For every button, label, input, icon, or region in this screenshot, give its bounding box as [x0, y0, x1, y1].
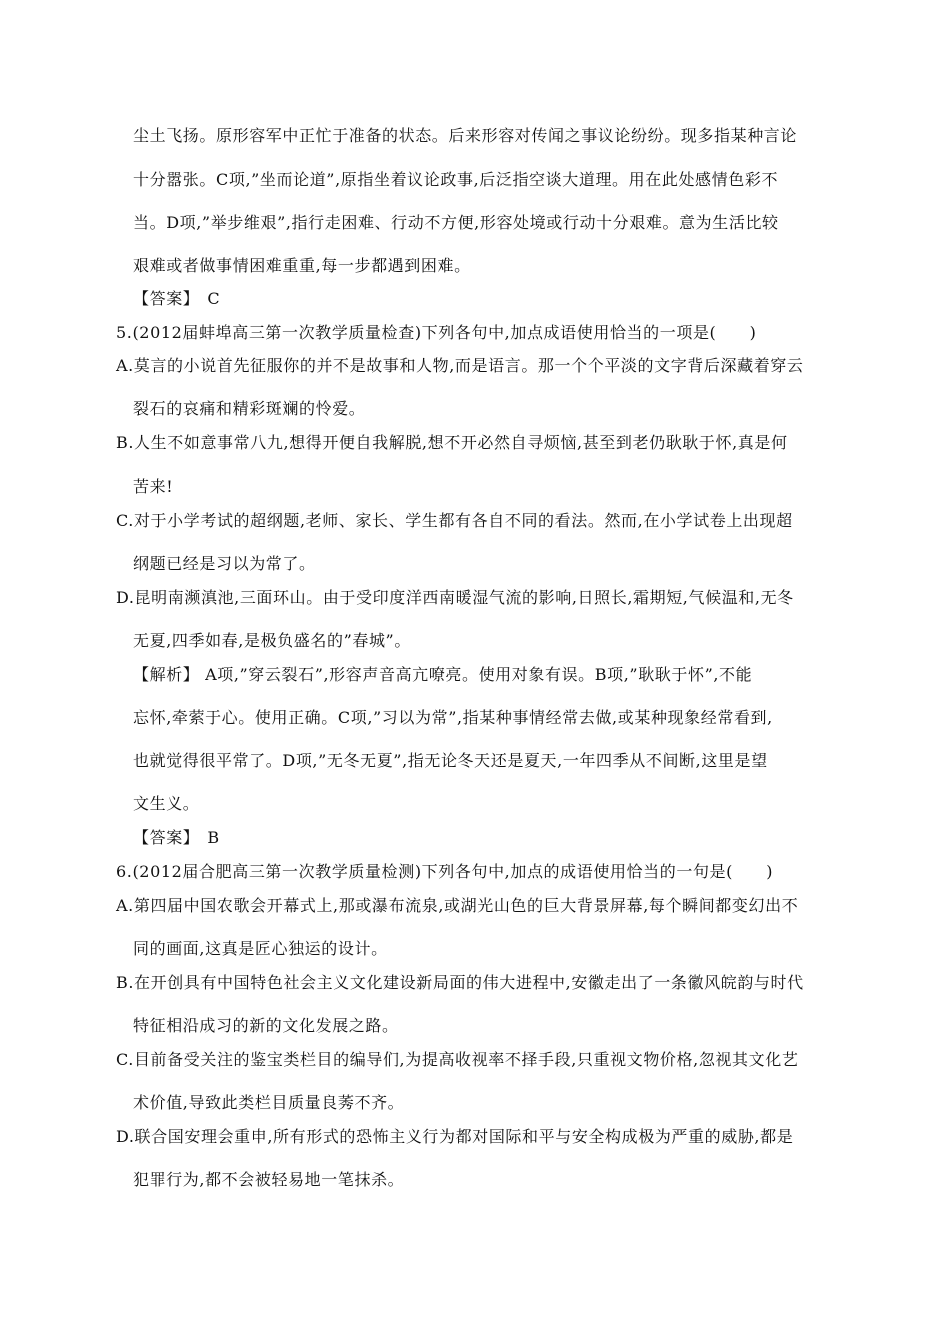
question-5-option-b: B.人生不如意事常八九,想得开便自我解脱,想不开必然自寻烦恼,甚至到老仍耿耿于怀,真是何: [116, 433, 788, 452]
answer-value: B: [207, 828, 220, 847]
question-6-option-c-cont: 术价值,导致此类栏目质量良莠不齐。: [133, 1093, 405, 1112]
question-6-option-a: A.第四届中国农歌会开幕式上,那或瀑布流泉,或湖光山色的巨大背景屏幕,每个瞬间都变幻出不: [116, 896, 799, 915]
question-6-option-b-cont: 特征相沿成习的新的文化发展之路。: [133, 1016, 399, 1035]
question-5-option-a: A.莫言的小说首先征服你的并不是故事和人物,而是语言。那一个个平淡的文字背后深藏着穿云: [116, 356, 804, 375]
passage-line: 艰难或者做事情困难重重,每一步都遇到困难。: [133, 256, 471, 275]
explanation-line: 【解析】 A项,”穿云裂石”,形容声音高亢嘹亮。使用对象有误。B项,”耿耿于怀”,不能: [133, 665, 753, 684]
passage-line: 尘土飞扬。原形容军中正忙于准备的状态。后来形容对传闻之事议论纷纷。现多指某种言论: [133, 126, 798, 145]
explanation-line: 忘怀,牵萦于心。使用正确。C项,”习以为常”,指某种事情经常去做,或某种现象经常看到,: [133, 708, 773, 727]
answer-tag: 【答案】: [133, 289, 200, 308]
question-6-option-a-cont: 同的画面,这真是匠心独运的设计。: [133, 939, 388, 958]
question-6-option-b: B.在开创具有中国特色社会主义文化建设新局面的伟大进程中,安徽走出了一条徽风皖韵与时代: [116, 973, 804, 992]
question-5-option-c-cont: 纲题已经是习以为常了。: [133, 554, 316, 573]
question-6-option-c: C.目前备受关注的鉴宝类栏目的编导们,为提高收视率不择手段,只重视文物价格,忽视其文化艺: [116, 1050, 799, 1069]
answer-line: [133, 289, 220, 309]
question-5-option-d-cont: 无夏,四季如春,是极负盛名的”春城”。: [133, 631, 411, 650]
question-5-option-a-cont: 裂石的哀痛和精彩斑斓的怜爱。: [133, 399, 366, 418]
answer-value: C: [207, 289, 221, 308]
question-6-option-d: D.联合国安理会重申,所有形式的恐怖主义行为都对国际和平与安全构成极为严重的威胁,都是: [116, 1127, 794, 1146]
question-5-option-b-cont: 苦来!: [133, 477, 174, 496]
explanation-line: 也就觉得很平常了。D项,”无冬无夏”,指无论冬天还是夏天,一年四季从不间断,这里是望: [133, 751, 768, 770]
question-6-option-d-cont: 犯罪行为,都不会被轻易地一笔抹杀。: [133, 1170, 405, 1189]
explanation-line: 文生义。: [133, 794, 200, 813]
answer-tag: 【答案】: [133, 828, 200, 847]
question-5-option-d: D.昆明南濒滇池,三面环山。由于受印度洋西南暖湿气流的影响,日照长,霜期短,气候温和,无冬: [116, 588, 794, 607]
passage-line: 当。D项,”举步维艰”,指行走困难、行动不方便,形容处境或行动十分艰难。意为生活比较: [133, 213, 779, 232]
passage-line: 十分嚣张。C项,”坐而论道”,原指坐着议论政事,后泛指空谈大道理。用在此处感情色彩不: [133, 170, 779, 189]
question-6-stem: 6.(2012届合肥高三第一次教学质量检测)下列各句中,加点的成语使用恰当的一句是( ): [116, 862, 774, 881]
question-5-option-c: C.对于小学考试的超纲题,老师、家长、学生都有各自不同的看法。然而,在小学试卷上出现超: [116, 511, 793, 530]
question-5-stem: 5.(2012届蚌埠高三第一次教学质量检查)下列各句中,加点成语使用恰当的一项是( ): [116, 323, 757, 342]
answer-line: [133, 828, 220, 848]
